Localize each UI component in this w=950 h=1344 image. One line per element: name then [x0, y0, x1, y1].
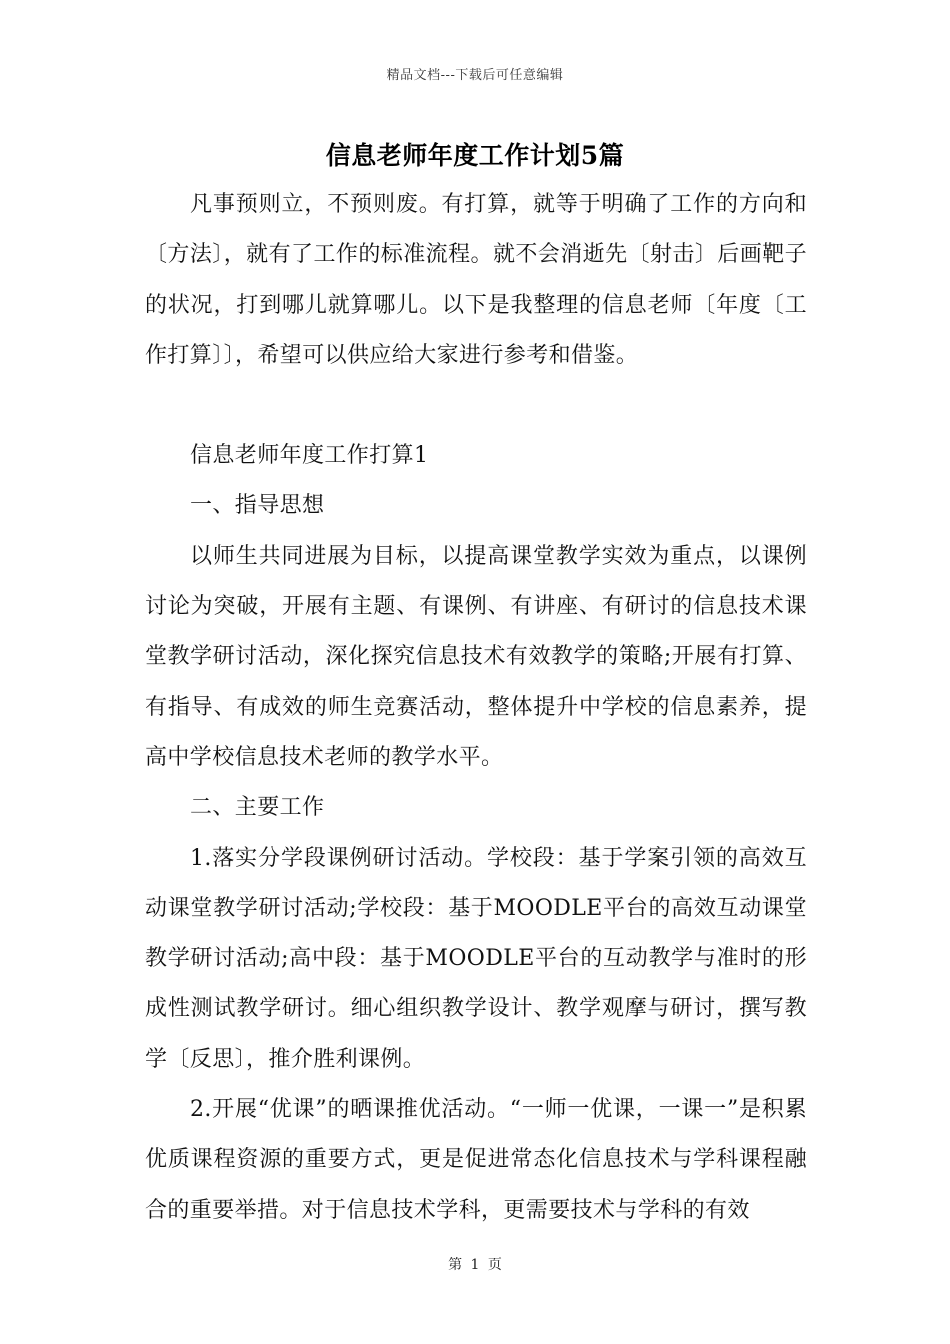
main-work-item-2: 2.开展“优课”的晒课推优活动。“一师一优课，一课一”是积累优质课程资源的重要方式，更是促进常态化信息技术与学科课程融合的重要举措。对于信息技术学科，更需要技术与学科的有效 [145, 1097, 807, 1223]
intro-paragraph: 凡事预则立，不预则废。有打算，就等于明确了工作的方向和〔方法〕，就有了工作的标准流程。就不会消逝先〔射击〕后画靶子的状况，打到哪儿就算哪儿。以下是我整理的信息老师〔年度〔工作打算〕〕，希望可以供应给大家进行参考和借鉴。 [145, 192, 807, 368]
subheading-guiding-ideology: 一、指导思想 [190, 493, 325, 519]
subheading-main-work: 二、主要工作 [190, 795, 325, 821]
document-body [145, 180, 807, 1236]
page-number: 第 1 页 [448, 1257, 502, 1273]
section-heading-plan-1: 信息老师年度工作打算1 [190, 443, 429, 469]
main-work-item-1: 1.落实分学段课例研讨活动。学校段：基于学案引领的高效互动课堂教学研讨活动;学校段：基于MOODLE平台的高效互动课堂教学研讨活动;高中段：基于MOODLE平台的互动教学与准时的形成性测试教学研讨。细心组织教学设计、教学观摩与研讨，撰写教学〔反思〕，推介胜利课例。 [145, 845, 807, 1072]
document-title: 信息老师年度工作计划5篇 [325, 141, 625, 170]
paragraph-gap [145, 381, 807, 431]
header-note: 精品文档---下载后可任意编辑 [386, 68, 564, 83]
guiding-ideology-paragraph: 以师生共同进展为目标，以提高课堂教学实效为重点，以课例讨论为突破，开展有主题、有课例、有讲座、有研讨的信息技术课堂教学研讨活动，深化探究信息技术有效教学的策略;开展有打算、有指导、有成效的师生竞赛活动，整体提升中学校的信息素养，提高中学校信息技术老师的教学水平。 [145, 543, 807, 770]
